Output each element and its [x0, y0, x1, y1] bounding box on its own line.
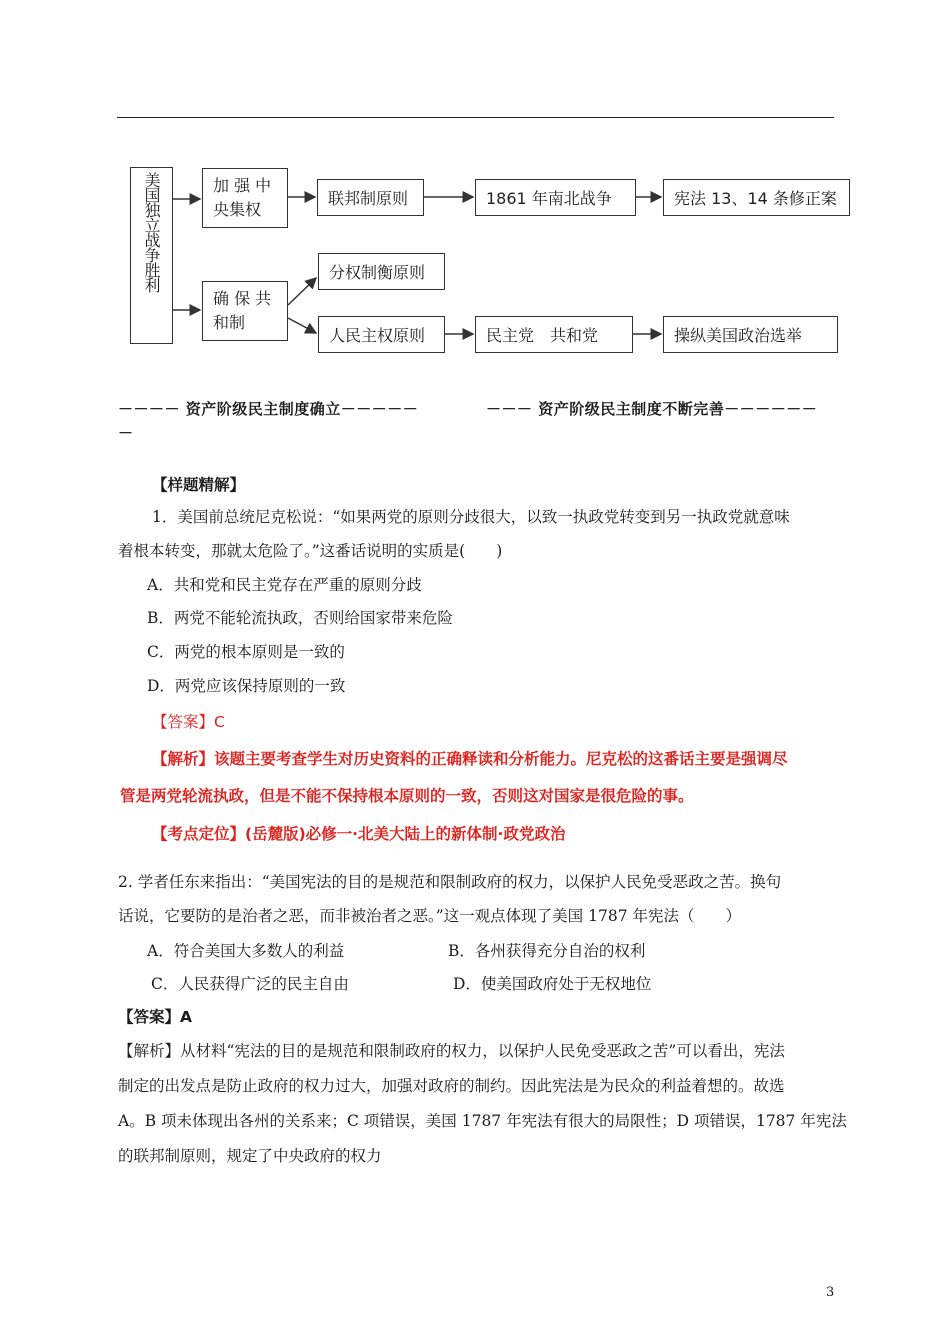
separation-label: 分权制衡原则 — [329, 263, 426, 282]
federal-box — [317, 179, 424, 216]
q1-point: 【考点定位】(岳麓版)必修一·北美大陆上的新体制·政党政治 — [152, 825, 566, 843]
amendments-box — [663, 179, 850, 216]
sovereignty-label: 人民主权原则 — [329, 326, 426, 345]
ensure-republic-box — [202, 281, 288, 341]
q2-option-a: A．符合美国大多数人的利益 — [147, 942, 345, 960]
q2-stem-line1: 2. 学者任东来指出：“美国宪法的目的是规范和限制政府的权力，以保护人民免受恶政之苦。换句 — [118, 873, 782, 891]
root-label: 美国独立战争胜利 — [142, 172, 161, 292]
q1-stem-line2: 着根本转变，那就太危险了。”这番话说明的实质是( ) — [118, 542, 503, 560]
sovereignty-box — [318, 316, 445, 353]
ensure-republic-line2: 和制 — [213, 313, 246, 332]
parties-box — [475, 316, 633, 353]
page-number: 3 — [826, 1285, 835, 1300]
section-title: 【样题精解】 — [152, 476, 246, 494]
q2-analysis-line3: A。B 项未体现出各州的关系来；C 项错误，美国 1787 年宪法有很大的局限性；D 项错误，1787 年宪法 — [118, 1112, 847, 1130]
q2-option-c: C．人民获得广泛的民主自由 — [151, 975, 349, 993]
civil-war-label: 1861 年南北战争 — [486, 189, 612, 208]
manipulate-label: 操纵美国政治选举 — [674, 326, 803, 345]
q2-analysis-line4: 的联邦制原则，规定了中央政府的权力 — [118, 1147, 382, 1165]
q2-stem-line2: 话说，它要防的是治者之恶，而非被治者之恶。”这一观点体现了美国 1787 年宪法（ ） — [118, 907, 741, 925]
stage-label-wrap: － — [118, 424, 134, 442]
strengthen-center-line1: 加 强 中 — [213, 176, 272, 195]
manipulate-box — [663, 316, 838, 353]
q1-option-c: C．两党的根本原则是一致的 — [147, 643, 345, 661]
q1-stem-line1: 1．美国前总统尼克松说：“如果两党的原则分歧很大，以致一执政党转变到另一执政党就意味 — [152, 508, 790, 526]
q1-option-d: D．两党应该保持原则的一致 — [147, 677, 346, 695]
q2-answer: 【答案】A — [118, 1008, 192, 1026]
stage-label-right: －－－ 资产阶级民主制度不断完善－－－－－－ — [486, 400, 818, 418]
q2-option-d: D．使美国政府处于无权地位 — [453, 975, 652, 993]
q1-analysis-line2: 管是两党轮流执政，但是不能不保持根本原则的一致，否则这对国家是很危险的事。 — [120, 787, 694, 805]
amendments-label: 宪法 13、14 条修正案 — [674, 189, 837, 208]
q1-answer: 【答案】C — [152, 713, 225, 731]
ensure-republic-line1: 确 保 共 — [213, 289, 272, 308]
q1-option-a: A．共和党和民主党存在严重的原则分歧 — [147, 576, 422, 594]
federal-label: 联邦制原则 — [328, 189, 409, 208]
parties-label: 民主党 共和党 — [486, 326, 599, 345]
stage-label-left: －－－－ 资产阶级民主制度确立－－－－－ — [118, 400, 419, 418]
q2-option-b: B．各州获得充分自治的权利 — [448, 942, 646, 960]
q2-analysis-line1: 【解析】从材料“宪法的目的是规范和限制政府的权力，以保护人民免受恶政之苦”可以看出，宪法 — [118, 1042, 785, 1060]
q1-analysis-line1: 【解析】该题主要考查学生对历史资料的正确释读和分析能力。尼克松的这番话主要是强调尽 — [152, 750, 788, 768]
strengthen-center-line2: 央集权 — [213, 200, 262, 219]
root-box — [130, 167, 173, 344]
strengthen-center-box — [202, 168, 288, 228]
q2-analysis-line2: 制定的出发点是防止政府的权力过大，加强对政府的制约。因此宪法是为民众的利益着想的。故选 — [118, 1077, 785, 1095]
q1-option-b: B．两党不能轮流执政，否则给国家带来危险 — [147, 609, 453, 627]
civil-war-box — [475, 179, 636, 216]
separation-box — [318, 253, 445, 290]
